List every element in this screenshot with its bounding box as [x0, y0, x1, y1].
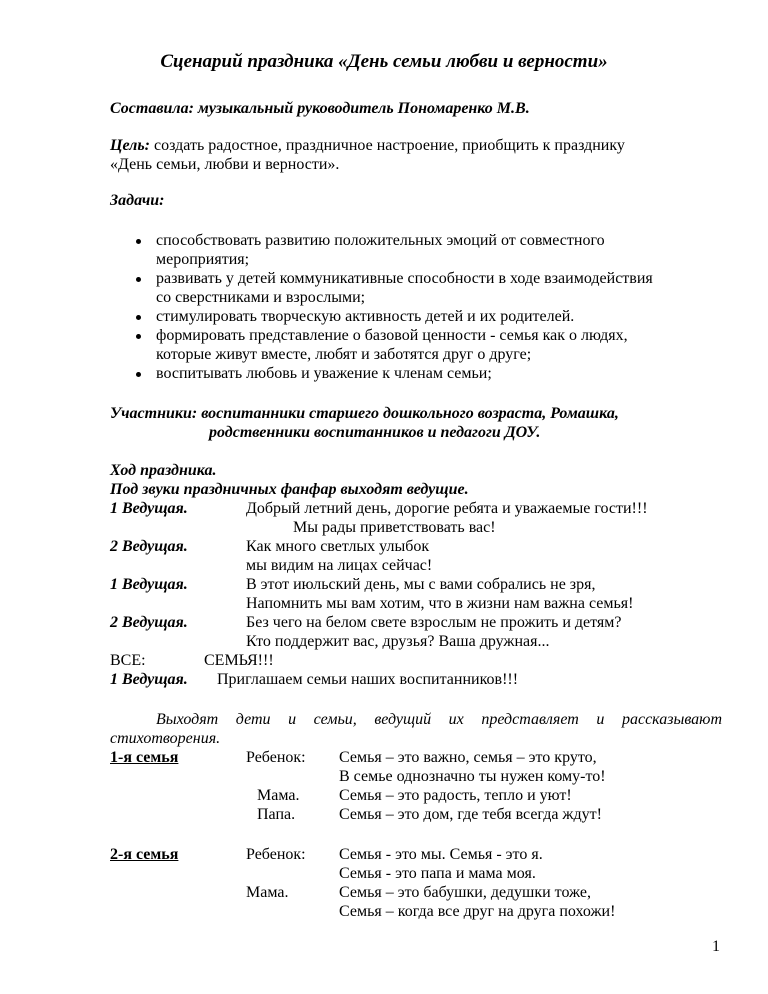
- dialogue-line: Мы рады приветствовать вас!: [293, 519, 496, 536]
- poem-line: Семья – это важно, семья – это круто,: [339, 749, 597, 766]
- participants-line-2: родственники воспитанников и педагоги ДОУ.: [209, 424, 541, 441]
- dialogue-line: Без чего на белом свете взрослым не прожить и детям?: [246, 614, 622, 631]
- course-title: Ход праздника.: [110, 462, 217, 479]
- speaker-label: 2 Ведущая.: [110, 538, 188, 555]
- tasks-label: Задачи:: [110, 192, 165, 209]
- family-2-label: 2-я семья: [110, 846, 179, 863]
- bullet-icon: [136, 315, 141, 320]
- poem-line: Семья – это радость, тепло и уют!: [339, 787, 572, 804]
- role-label: Мама.: [257, 787, 300, 804]
- task-item-4-line-2: которые живут вместе, любят и заботятся друг о друге;: [156, 346, 532, 363]
- all-speaker-label: ВСЕ:: [110, 652, 146, 669]
- speaker-label: 2 Ведущая.: [110, 614, 188, 631]
- speaker-label: 1 Ведущая.: [110, 671, 188, 688]
- poem-line: Семья - это мы. Семья - это я.: [339, 846, 543, 863]
- dialogue-line: Кто поддержит вас, друзья? Ваша дружная...: [246, 633, 550, 650]
- poem-line: Семья - это папа и мама моя.: [339, 865, 536, 882]
- bullet-icon: [136, 239, 141, 244]
- task-item-3-line-1: стимулировать творческую активность детей и их родителей.: [156, 308, 575, 325]
- task-item-1-line-2: мероприятия;: [156, 251, 250, 268]
- poem-line: Семья – это дом, где тебя всегда ждут!: [339, 806, 602, 823]
- family-1-label: 1-я семья: [110, 749, 179, 766]
- goal-line-1: [110, 136, 625, 156]
- dialogue-line: Добрый летний день, дорогие ребята и уважаемые гости!!!: [246, 500, 648, 517]
- dialogue-line: мы видим на лицах сейчас!: [246, 557, 433, 574]
- dialogue-line: Как много светлых улыбок: [246, 538, 430, 555]
- bullet-icon: [136, 372, 141, 377]
- all-text: СЕМЬЯ!!!: [204, 652, 274, 669]
- dialogue-line: Напомнить мы вам хотим, что в жизни нам важна семья!: [246, 595, 634, 612]
- role-label: Мама.: [246, 884, 289, 901]
- author-line: Составила: музыкальный руководитель Пономаренко М.В.: [110, 100, 530, 117]
- course-subtitle: Под звуки праздничных фанфар выходят ведущие.: [110, 481, 469, 498]
- goal-text-2: «День семьи, любви и верности».: [110, 156, 340, 173]
- role-label: Ребенок:: [246, 749, 306, 766]
- speaker-label: 1 Ведущая.: [110, 576, 188, 593]
- invite-text: Приглашаем семьи наших воспитанников!!!: [217, 671, 519, 688]
- poem-line: В семье однозначно ты нужен кому-то!: [339, 768, 606, 785]
- dialogue-line: В этот июльский день, мы с вами собрались не зря,: [246, 576, 596, 593]
- speaker-label: 1 Ведущая.: [110, 500, 188, 517]
- goal-text-1: создать радостное, праздничное настроение, приобщить к празднику: [150, 137, 625, 154]
- poem-line: Семья – когда все друг на друга похожи!: [339, 903, 616, 920]
- task-item-2-line-2: со сверстниками и взрослыми;: [156, 289, 366, 306]
- page-title: Сценарий праздника «День семьи любви и верности»: [160, 51, 608, 72]
- stage-direction-line-2: стихотворения.: [110, 730, 221, 747]
- bullet-icon: [136, 277, 141, 282]
- task-item-2-line-1: развивать у детей коммуникативные способности в ходе взаимодействия: [156, 270, 653, 287]
- bullet-icon: [136, 334, 141, 339]
- stage-direction-line-1: Выходят дети и семьи, ведущий их представляет и рассказывают: [156, 711, 722, 728]
- poem-line: Семья – это бабушки, дедушки тоже,: [339, 884, 591, 901]
- goal-label: Цель:: [110, 137, 150, 154]
- page-number: 1: [712, 938, 720, 955]
- task-item-5-line-1: воспитывать любовь и уважение к членам семьи;: [156, 365, 492, 382]
- task-item-4-line-1: формировать представление о базовой ценности - семья как о людях,: [156, 327, 628, 344]
- role-label: Ребенок:: [246, 846, 306, 863]
- task-item-1-line-1: способствовать развитию положительных эмоций от совместного: [156, 232, 605, 249]
- role-label: Папа.: [257, 806, 296, 823]
- participants-line-1: Участники: воспитанники старшего дошкольного возраста, Ромашка,: [110, 405, 619, 422]
